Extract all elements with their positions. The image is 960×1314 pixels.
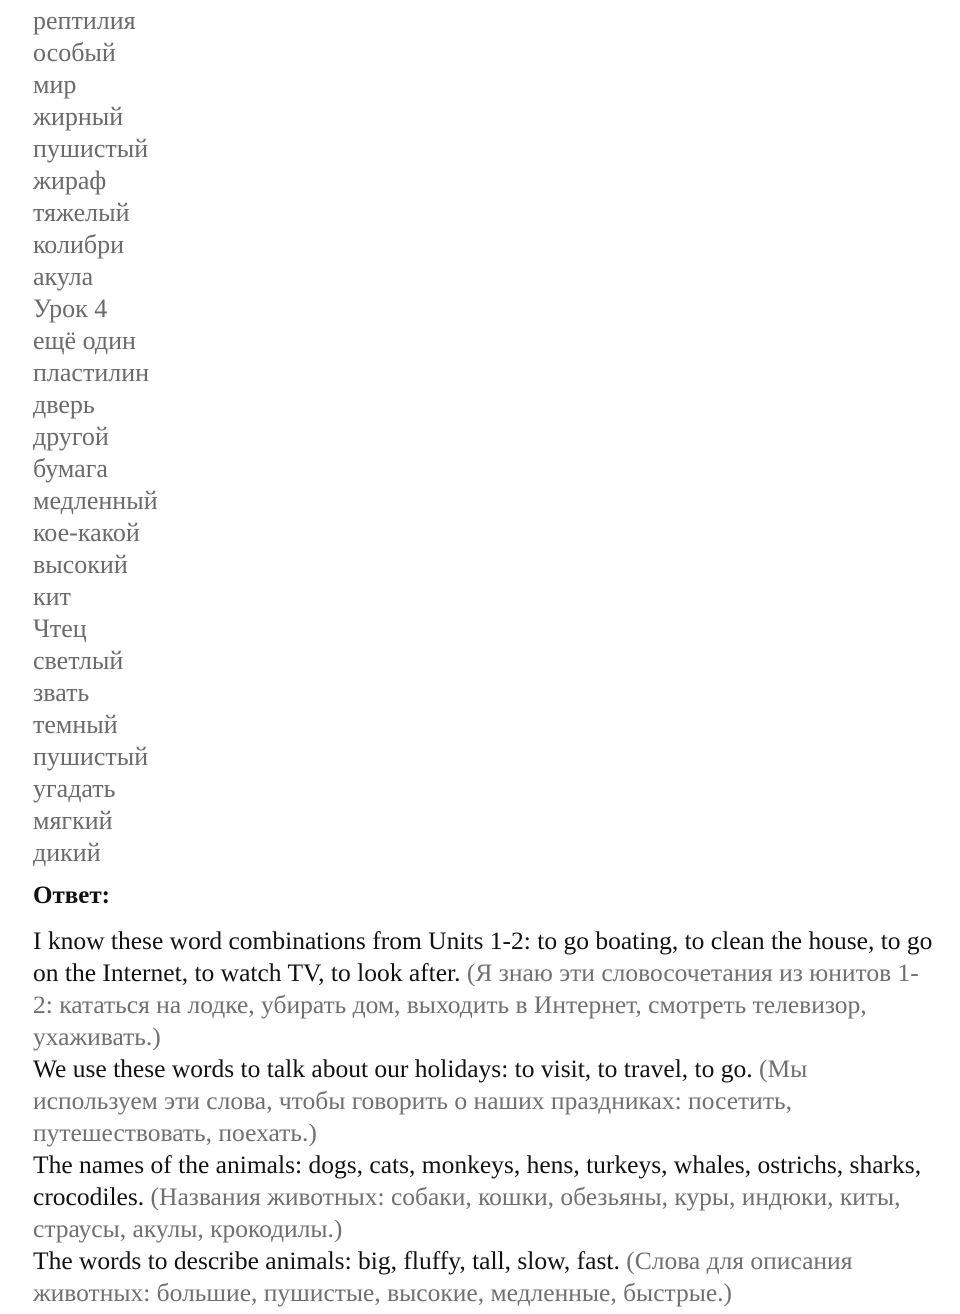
vocab-item: бумага bbox=[33, 454, 108, 483]
vocab-item: акула bbox=[33, 262, 94, 291]
answer-translation: (Названия животных: собаки, кошки, обезьяны, куры, индюки, киты, страусы, акулы, крокодилы.) bbox=[33, 1182, 901, 1243]
answer-english: The names of the animals: dogs, cats, monkeys, hens, turkeys, whales, ostrichs, sharks, crocodiles. bbox=[33, 1150, 922, 1211]
answer-translation: (Я знаю эти словосочетания из юнитов 1-2: кататься на лодке, убирать дом, выходить в Интернет, смотреть телевизор, ухаживать.) bbox=[33, 958, 919, 1051]
vocab-item: угадать bbox=[33, 774, 116, 803]
answer-english: The words to describe animals: big, fluffy, tall, slow, fast. bbox=[33, 1246, 620, 1275]
answer-paragraph bbox=[33, 1245, 938, 1309]
vocab-item: медленный bbox=[33, 486, 158, 515]
vocab-item: дверь bbox=[33, 390, 95, 419]
vocab-item: пушистый bbox=[33, 742, 149, 771]
answer-paragraph bbox=[33, 1053, 938, 1149]
vocab-item: дикий bbox=[33, 838, 101, 867]
answer-translation: (Слова для описания животных: большие, пушистые, высокие, медленные, быстрые.) bbox=[33, 1246, 853, 1307]
vocab-item: мир bbox=[33, 70, 77, 99]
vocab-item: пластилин bbox=[33, 358, 150, 387]
vocab-item: рептилия bbox=[33, 6, 136, 35]
vocab-item: тяжелый bbox=[33, 198, 130, 227]
answer-paragraph bbox=[33, 1149, 938, 1245]
vocab-item: ещё один bbox=[33, 326, 136, 355]
vocab-item: кит bbox=[33, 582, 71, 611]
answer-english: We use these words to talk about our holidays: to visit, to travel, to go. bbox=[33, 1054, 753, 1083]
answer-section bbox=[33, 925, 938, 1309]
vocab-item: другой bbox=[33, 422, 109, 451]
vocab-item: светлый bbox=[33, 646, 124, 675]
vocab-item: звать bbox=[33, 678, 90, 707]
vocab-item: особый bbox=[33, 38, 116, 67]
vocab-item: кое-какой bbox=[33, 518, 140, 547]
vocab-item: мягкий bbox=[33, 806, 113, 835]
vocab-item: темный bbox=[33, 710, 118, 739]
vocab-item: Чтец bbox=[33, 614, 87, 643]
answer-translation: (Мы используем эти слова, чтобы говорить о наших праздниках: посетить, путешествовать, поехать.) bbox=[33, 1054, 808, 1147]
vocab-item: жираф bbox=[33, 166, 107, 195]
vocab-item: высокий bbox=[33, 550, 128, 579]
vocab-item: колибри bbox=[33, 230, 124, 259]
vocabulary-list bbox=[33, 5, 158, 869]
answer-heading: Ответ: bbox=[33, 882, 110, 909]
answer-english: I know these word combinations from Units 1-2: to go boating, to clean the house, to go on the Internet, to watch TV, to look after. bbox=[33, 926, 933, 987]
answer-paragraph bbox=[33, 925, 938, 1053]
vocab-item: Урок 4 bbox=[33, 294, 108, 323]
vocab-item: пушистый bbox=[33, 134, 149, 163]
vocab-item: жирный bbox=[33, 102, 124, 131]
